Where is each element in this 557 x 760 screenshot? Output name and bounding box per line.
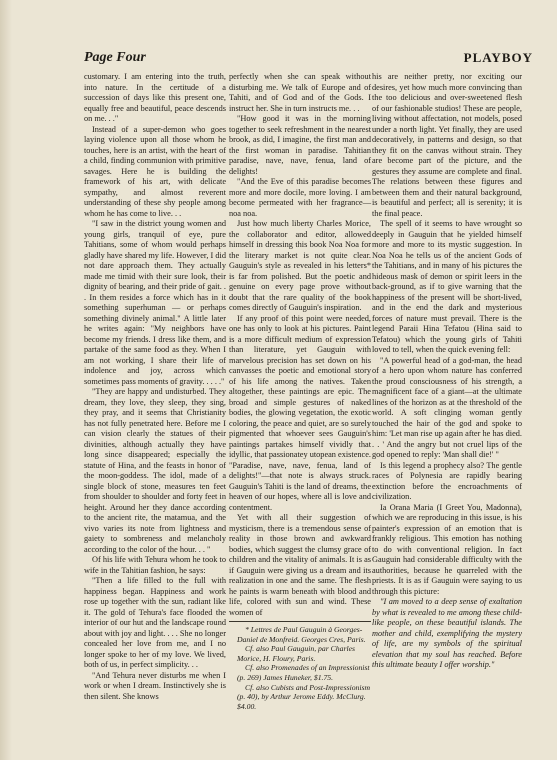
paragraph: "A powerful head of a god-man, the head of a hero upon whom nature has conferred the proud consciousness of his strength, a magnificent face of a giant—at the ultimate lines of the horizon as at the threshold of the world. A soft clinging woman gently touched the hair of the god and spoke to him: 'Let man rise up again after he has died. . . ' And the angry but not cruel lips of the god opened to reply: 'Man shall die!' " [372, 355, 522, 459]
paragraph: Is this legend a prophecy also? The gentle races of Polynesia are rapidly bearing extinction before the encroachments of civilization. [372, 460, 522, 501]
text-column-2 [229, 72, 371, 711]
paragraph: Of his life with Tehura whom he took to wife in the Tahitian fashion, he says: [84, 555, 226, 575]
footnote-divider [229, 621, 371, 622]
paragraph: Yet with all their suggestion of mysticism, there is a tremendous sense of reality in those brown and awkward bodies, which suggest the clumsy grace of children and the vitality of animals. It is as if Gauguin were giving us a dream and its realization in one and the same. The flesh he paints is warm beneath with blood and life, colored with sun and wind. These women of [229, 513, 371, 617]
quote-paragraph: "I am moved to a deep sense of exaltation by what is revealed to me among these child-like people, on these beautiful islands. The mother and child, exemplifying the mystery of life, are my symbols of the spiritual elevation that my soul has reached. Before this ultimate beauty I offer worship." [372, 597, 522, 669]
paragraph: "Then a life filled to the full with happiness began. Happiness and work rose up together with the sun, radiant like it. The gold of Tehura's face flooded the interior of our hut and the landscape round about with joy and light. . . . She no longer concealed her love from me, and I no longer spoke to her of my love. We lived, both of us, in perfect simplicity. . . [84, 576, 226, 669]
footnote: Cf. also Promenades of an Impressionist (p. 269) James Huneker, $1.75. [237, 663, 370, 682]
paragraph: Just how much liberty Charles Morice, the collaborator and editor, allowed himself in dressing this book Noa Noa for the literary market is not quite clear. Gauguin's style as revealed in his letters* is far from polished. But the poetic and genuine on every page prove without doubt that the rare quality of the book comes directly of Gauguin's inspiration. [229, 219, 371, 312]
page-gutter [0, 0, 12, 760]
paragraph: "I saw in the district young women and young girls, tranquil of eye, pure Tahitians, some of whom would perhaps gladly have shared my life. However, I did not dare approach them. They actually made me timid with their sure look, their dignity of bearing, and their pride of gait. . . In them resides a force which has in it something superhuman — or perhaps something divinely animal." A little later he writes again: "My neighbors have become my friends. I dress like them, and partake of the same food as they. When I am not working, I share their life of indolence and joy, across which sometimes pass moments of gravity. . . . ." [84, 219, 226, 386]
paragraph: perfectly when she can speak without disturbing me. We talk of Europe and of Tahiti, and of God and of the Gods. I instruct her. She in turn instructs me. . . [229, 72, 371, 113]
page-header [84, 50, 533, 70]
paragraph: Ia Orana Maria (I Greet You, Madonna), which we are reproducing in this issue, is his painter's expression of an emotion that is frankly religious. This emotion has nothing to do with conventional religion. In fact Gauguin had considerable difficulty with the authorities, because he quarreled with the priests. It is as if Gauguin were saying to us through this picture: [372, 502, 522, 596]
paragraph: his are neither pretty, nor exciting our desires, yet how much more convincing than the too delicious and over-sweetened flesh of our fashionable studios! These are people, living without affectation, not models, posed under a north light. Yet finally, they are used decoratively, in patterns and design, so that they fit on the canvas without strain. They are become part of the picture, and the gestures they assume are complete and final. The relations between these figures and between them and their natural background, is beautiful and perfect; all is serenity; it is the final peace. [372, 72, 522, 218]
footnote: * Lettres de Paul Gauguin à Georges-Daniel de Monfreid. Georges Cres, Paris. [237, 625, 366, 644]
paragraph: customary. I am entering into the truth, into nature. In the certitude of a succession of days like this present one, equally free and beautiful, peace descends on me. . ." [84, 72, 226, 123]
paragraph: The spell of it seems to have wrought so deeply in Gauguin that he yielded himself more and more to its mystic suggestion. In Noa Noa he tells us of the ancient Gods of the Tahitians, and in many of his pictures the hideous mask of demon or spirit leers in the back-ground, as if to give warning that the happiness of the present will be short-lived, and in the end the dark and mysterious forces of nature must prevail. There is the legend Paraii Hina Tefatou (Hina said to Tefatou) which the young girls of Tahiti loved to tell, when the quick evening fell: [372, 219, 522, 354]
magazine-title: PLAYBOY [463, 50, 533, 65]
paragraph: "They are happy and undisturbed. They dream, they love, they sleep, they sing, they pray, and it seems that Christianity has not fully penetrated here. Before me I can vision clearly the statues of their divinities, although actually they have long since disappeared; especially the statute of Hina, and the feasts in honor of the moon-goddess. The idol, made of a single block of stone, measures ten feet from shoulder to shoulder and forty feet in height. Around her they dance according to the ancient rite, the matamua, and the vivo varies its note from lightness and gaiety to sombreness and melancholy according to the color of the hour. . . " [84, 387, 226, 554]
page-number: Page Four [84, 50, 146, 65]
text-column-3 [372, 72, 522, 671]
footnote: Cf. also Paul Gauguin, par Charles Morice, H. Floury, Paris. [237, 644, 355, 663]
paragraph: Instead of a super-demon who goes laying violence upon all those whom he touches, here is an artist, with the heart of a child, finding communion with primitive savages. Here he is building the framework of his art, with delicate sympathy, and almost reverent understanding of these shy people among whom he has come to live. . . [84, 124, 226, 218]
footnote: Cf. also Cubists and Post-Impressionism (p. 40), by Arthur Jerome Eddy. McClurg. $4.00. [237, 682, 371, 711]
text-column-1 [84, 72, 226, 702]
paragraph: "How good it was in the morning together to seek refreshment in the nearest brook, as did, I imagine, the first man and the first woman in paradise. Tahitian paradise, nave, nave, fenua, land of delights! [229, 114, 371, 176]
paragraph: "And the Eve of this paradise becomes more and more docile, more loving. I am become permeated with her fragrance—noa noa. [229, 177, 371, 218]
paragraph: "And Tehura never disturbs me when I work or when I dream. Instinctively she is then silent. She knows [84, 670, 226, 701]
paragraph: If any proof of this point were needed, one has only to look at his pictures. Paint is a more difficult medium of expression than literature, yet Gauguin with marvelous precision has set down on his canvasses the poetic and emotional story of his life among the natives. Taken altogether, these paintings are epic. The broad and simple gestures of naked bodies, the glowing vegetation, the exotic coloring, the peace and quiet, are so surely pigmented that whoever sees Gauguin's paintings partakes himself vividly that idyllic, that passionatey utopean existence. "Paradise, nave, nave, fenua, land of delights!"—that note is always struck. Gauguin's Tahiti is the land of dreams, the heaven of our hopes, where all is love and contentment. [229, 313, 371, 512]
